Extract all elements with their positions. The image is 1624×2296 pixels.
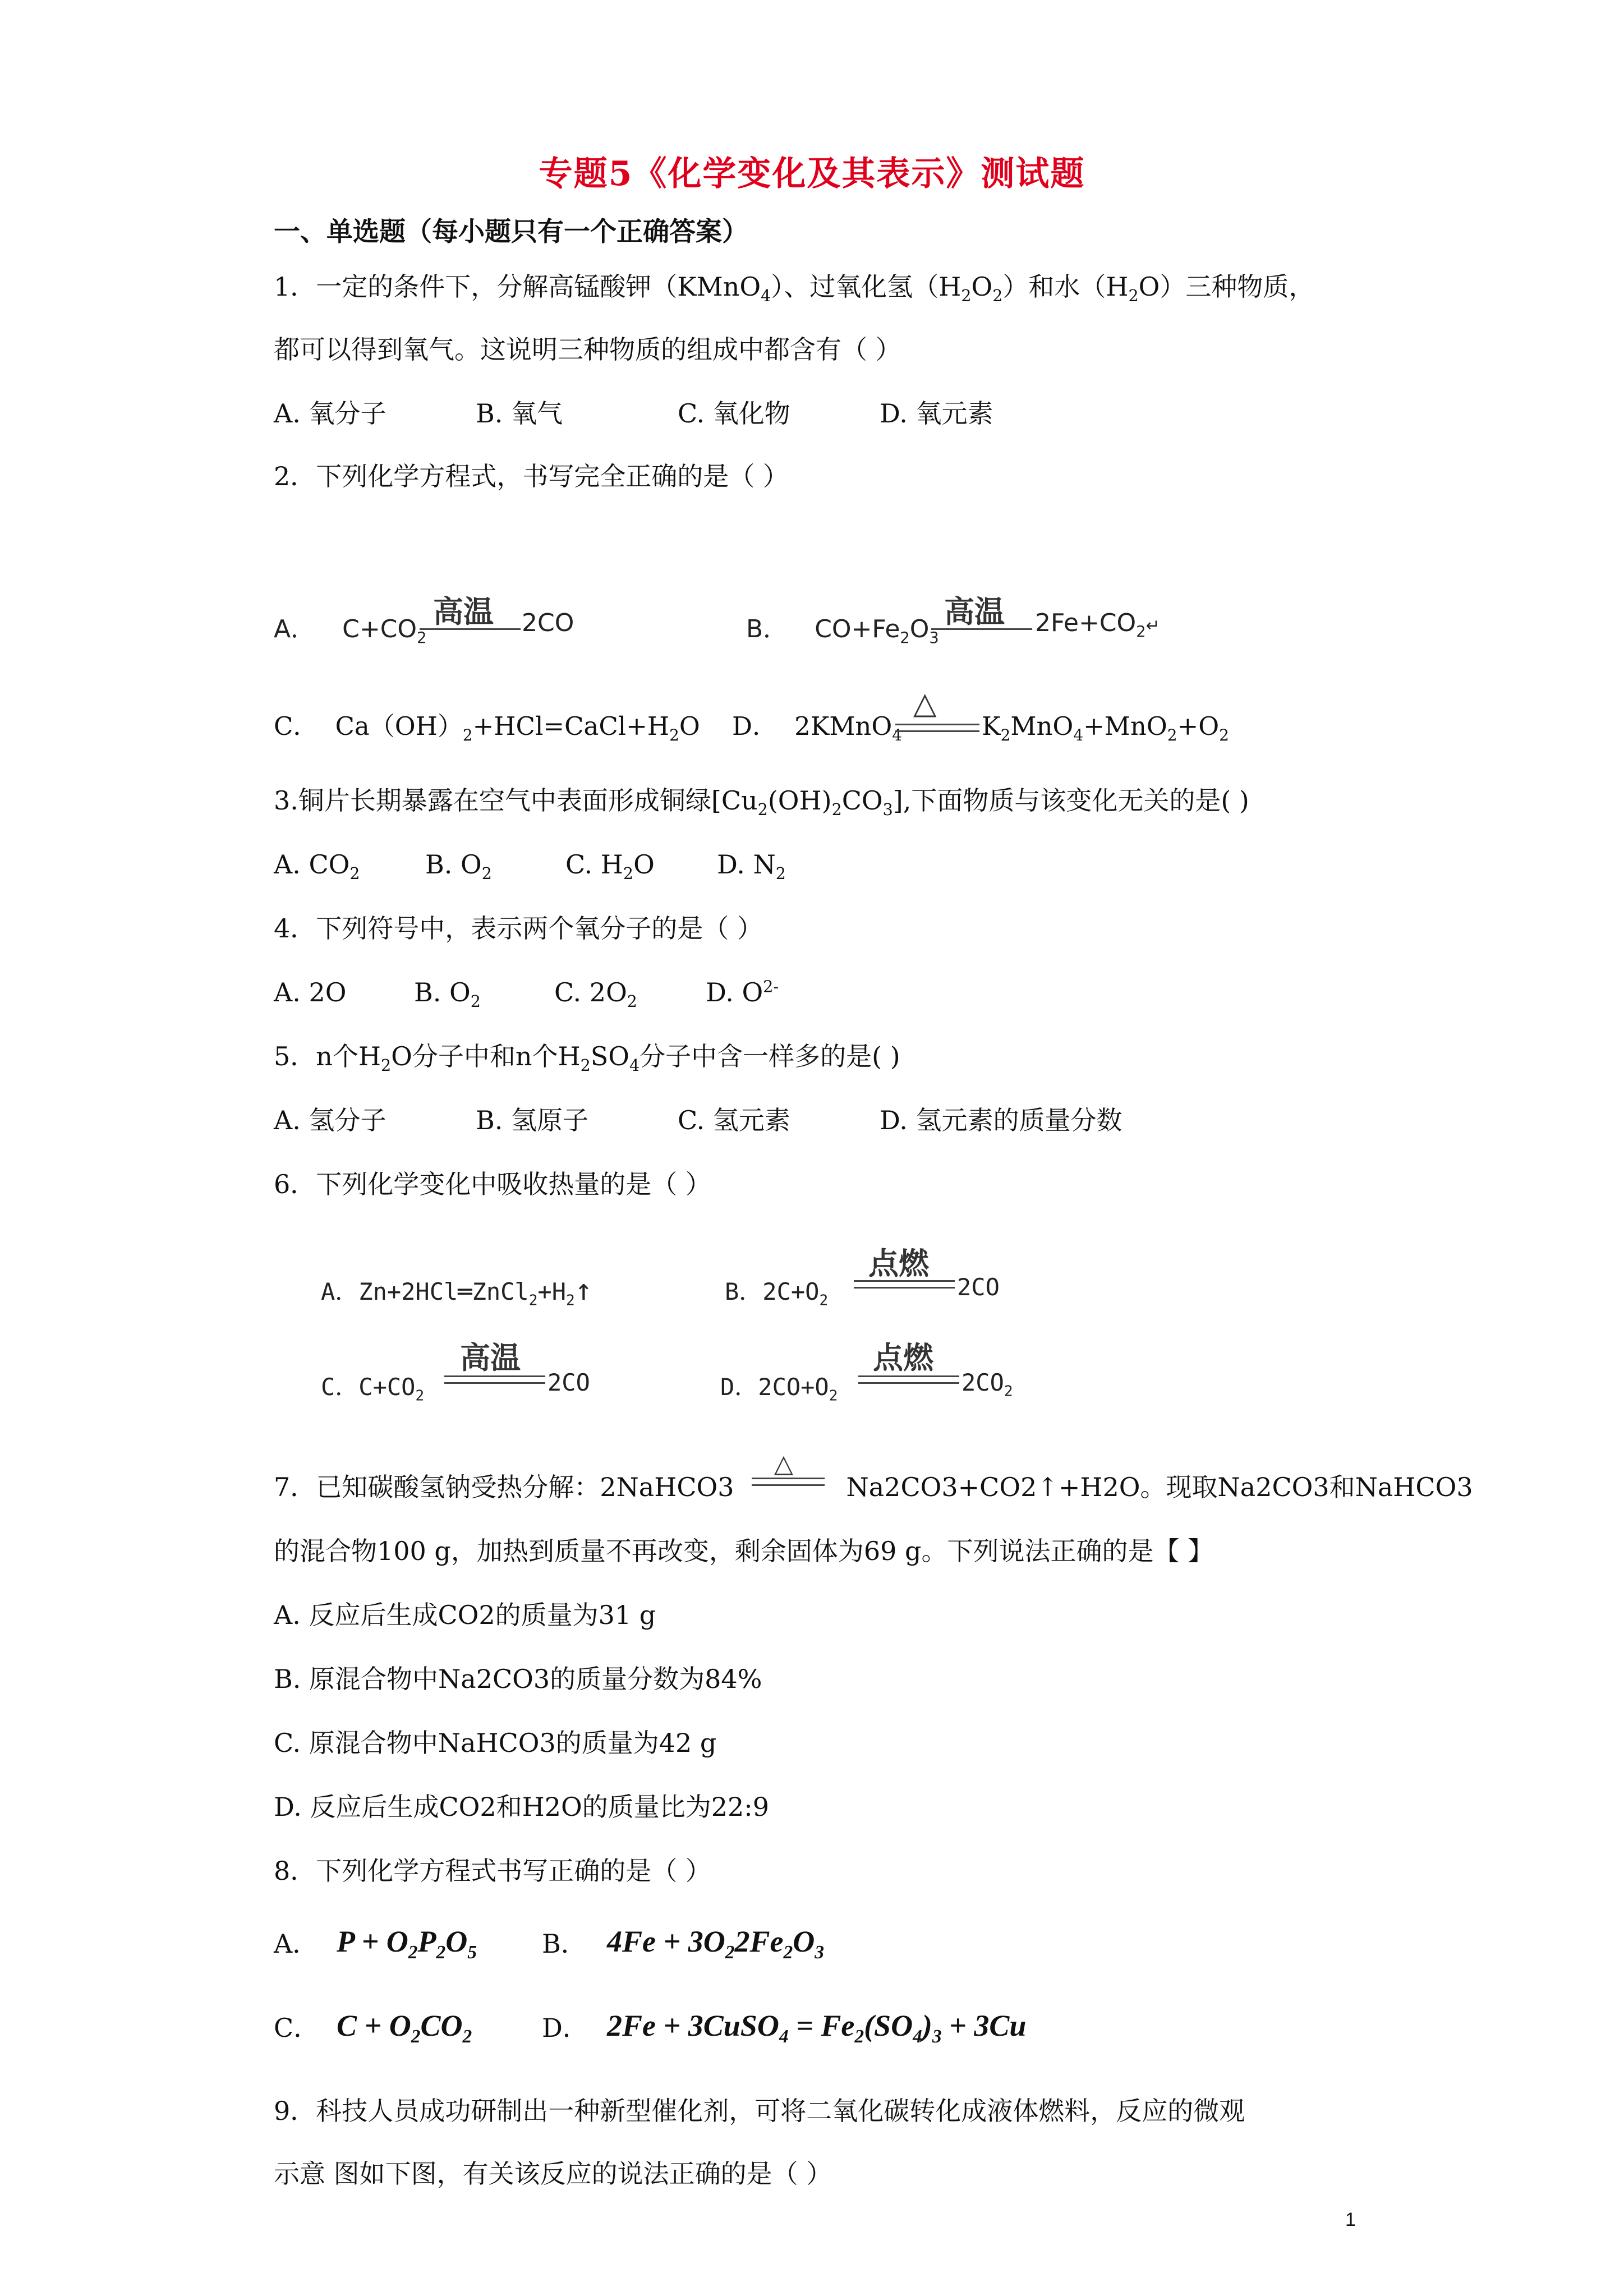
question-3-options [274, 849, 786, 884]
q8-option-c: $C + O_2CO_2$ [337, 2009, 472, 2047]
option-a: A. $CO_2$ [274, 849, 360, 884]
q6-b-reaction-line [854, 1280, 955, 1289]
option-d: D. 氧元素 [880, 398, 993, 429]
q7-option-c: C. 原混合物中NaHCO3的质量为42 g [274, 1728, 717, 1758]
q8-option-b: $4Fe + 3O_22Fe_2O_3$ [607, 1925, 824, 1963]
question-1-options [274, 398, 993, 429]
q8-option-b-label: B． [542, 1929, 587, 1959]
q2-option-a: A． $C+CO_2$ [274, 615, 427, 647]
option-b: B. $O_2$ [425, 849, 492, 884]
question-7-stem-line1: 7．已知碳酸氢钠受热分解：2NaHCO3 Na2CO3+CO2↑+H2O。现取Na2CO3和NaHCO3 [274, 1472, 1473, 1502]
q7-option-a: A. 反应后生成CO2的质量为31 g [274, 1600, 656, 1630]
question-9-stem-line1: 9．科技人员成功研制出一种新型催化剂，可将二氧化碳转化成液体燃料，反应的微观 [274, 2096, 1245, 2126]
q2-a-condition: 高温 [433, 594, 494, 629]
question-4-stem: 4．下列符号中，表示两个氧分子的是（ ） [274, 913, 763, 944]
option-c: C. 氧化物 [678, 398, 790, 429]
q2-a-product: 2CO [522, 609, 574, 637]
question-5-stem: 5．n个$H_2O$分子中和n个$H_2SO_4$分子中含一样多的是( ) [274, 1041, 900, 1075]
option-b: B. 氧气 [476, 398, 563, 429]
q6-option-d: D．$2CO+O_2$ [720, 1373, 838, 1405]
q7-condition: △ [774, 1450, 793, 1478]
question-2-stem: 2．下列化学方程式，书写完全正确的是（ ） [274, 461, 789, 491]
option-b: B. $O_2$ [414, 977, 481, 1011]
q6-d-product: $2CO_2$ [961, 1369, 1013, 1400]
q2-d-product: $K_2MnO_4+MnO_2+O_2$ [982, 711, 1229, 744]
q6-c-reaction-line [444, 1375, 545, 1384]
q7-option-b: B. 原混合物中Na2CO3的质量分数为84% [274, 1664, 762, 1694]
q6-c-condition: 高温 [460, 1340, 521, 1375]
option-a: A. 氢分子 [274, 1105, 387, 1135]
section-heading: 一、单选题（每小题只有一个正确答案） [274, 217, 748, 247]
question-4-options [274, 977, 779, 1011]
q2-d-condition: △ [913, 685, 937, 721]
option-c: C. 氢元素 [678, 1105, 790, 1135]
q6-d-condition: 点燃 [873, 1340, 933, 1375]
q2-a-reaction-line [420, 628, 521, 630]
option-d: D. $O^{2-}$ [706, 977, 779, 1007]
question-3-stem: 3.铜片长期暴露在空气中表面形成铜绿$[Cu_2(OH)_2CO_3]$,下面物质与该变化无关的是( ) [274, 785, 1249, 820]
question-5-options [274, 1107, 1122, 1133]
q2-b-condition: 高温 [944, 594, 1005, 629]
q2-option-b: B． $CO+Fe_2O_3$ [746, 615, 939, 647]
q2-b-product: $2Fe+CO_2↵$ [1035, 609, 1160, 641]
question-8-stem: 8．下列化学方程式书写正确的是（ ） [274, 1856, 711, 1886]
q2-option-d: D． 2KMnO$_4$ [732, 711, 903, 744]
q6-b-product: 2CO [957, 1273, 1000, 1301]
q6-b-condition: 点燃 [868, 1246, 929, 1281]
q7-reaction-line [752, 1478, 825, 1486]
option-c: C. $2O_2$ [554, 977, 637, 1011]
q8-option-d: 2Fe + 3CuSO$_4$ = $Fe_2(SO_4)_3 + 3Cu$ [607, 2009, 1027, 2047]
page-number: 1 [1345, 2209, 1356, 2230]
option-a: A. 氧分子 [274, 398, 387, 429]
q2-option-c: C． $Ca(OH)_2+HCl=CaCl+H_2O$ [274, 711, 700, 744]
q8-option-c-label: C． [274, 2013, 320, 2043]
question-1-stem-line1: 1．一定的条件下，分解高锰酸钾（KMnO$_4$）、过氧化氢$(H_2O_2)$和水$(H_2O)$三种物质， [274, 272, 1315, 306]
question-9-stem-line2: 示意 图如下图，有关该反应的说法正确的是（ ） [274, 2159, 832, 2189]
q8-option-a: $P + O_2P_2O_5$ [337, 1925, 477, 1963]
question-1-stem-line2: 都可以得到氧气。这说明三种物质的组成中都含有（ ） [274, 334, 901, 365]
option-c: C. $H_2O$ [565, 849, 655, 884]
q7-option-d: D. 反应后生成CO2和H2O的质量比为22:9 [274, 1792, 770, 1822]
q6-option-c: C．$C+CO_2$ [321, 1373, 425, 1405]
q2-b-reaction-line [931, 628, 1032, 630]
question-6-stem: 6．下列化学变化中吸收热量的是（ ） [274, 1169, 711, 1199]
question-7-stem-line2: 的混合物100 g，加热到质量不再改变，剩余固体为69 g。下列说法正确的是【 】 [274, 1536, 1214, 1566]
q6-c-product: 2CO [548, 1369, 590, 1396]
option-d: D. $N_2$ [717, 849, 786, 884]
q6-option-b: B．$2C+O_2$ [725, 1278, 829, 1309]
option-b: B. 氢原子 [476, 1105, 589, 1135]
q2-d-reaction-line [895, 724, 979, 732]
q8-option-a-label: A． [274, 1929, 319, 1959]
q6-d-reaction-line [858, 1375, 959, 1384]
q8-option-d-label: D． [542, 2013, 588, 2043]
option-d: D. 氢元素的质量分数 [880, 1105, 1122, 1135]
option-a: A. 2O [274, 977, 347, 1007]
page-title: 专题5《化学变化及其表示》测试题 [539, 154, 1085, 194]
q6-option-a: A．$Zn+2HCl═ZnCl_2+H_2↑$ [321, 1273, 592, 1309]
